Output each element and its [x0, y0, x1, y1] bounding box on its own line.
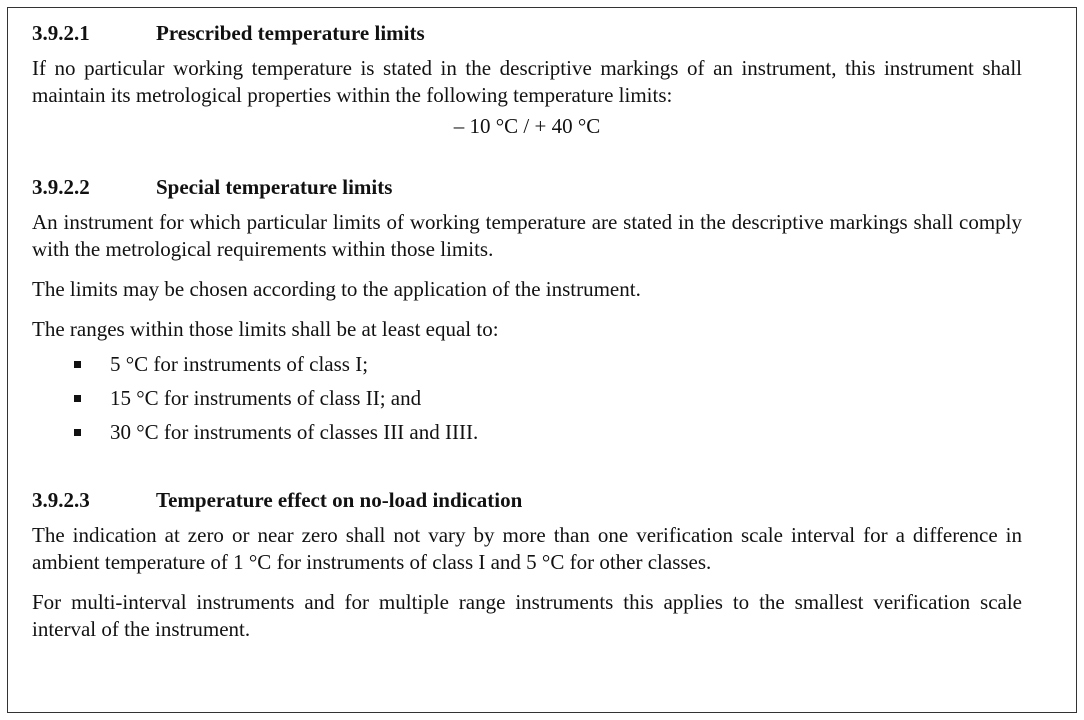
bullet-list	[32, 347, 1022, 449]
list-item-text: 15 °C for instruments of class II; and	[110, 386, 422, 410]
list-item-text: 5 °C for instruments of class I;	[110, 352, 369, 376]
section-paragraph: An instrument for which particular limits of working temperature are stated in the descriptive markings shall comply with the metrological requirements within those limits.	[32, 210, 1022, 261]
list-item	[32, 381, 1022, 415]
section-number: 3.9.2.2	[32, 175, 90, 199]
section-paragraph: If no particular working temperature is stated in the descriptive markings of an instrument, this instrument shall maintain its metrological properties within the following temperature limits:	[32, 56, 1022, 107]
square-bullet-icon	[74, 429, 81, 436]
section-title: Prescribed temperature limits	[156, 21, 425, 45]
square-bullet-icon	[74, 395, 81, 402]
document-frame	[7, 7, 1077, 713]
section-heading	[32, 487, 1022, 513]
section-number: 3.9.2.1	[32, 21, 90, 45]
list-item	[32, 415, 1022, 449]
section-title: Temperature effect on no-load indication	[156, 488, 523, 512]
section-number: 3.9.2.3	[32, 488, 90, 512]
section-paragraph: The ranges within those limits shall be at least equal to:	[32, 317, 499, 341]
section-paragraph: For multi-interval instruments and for multiple range instruments this applies to the smallest verification scale interval of the instrument.	[32, 590, 1022, 641]
section-heading	[32, 20, 1022, 46]
section-paragraph: The indication at zero or near zero shall not vary by more than one verification scale interval for a difference in ambient temperature of 1 °C for instruments of class I and 5 °C for other classes.	[32, 523, 1022, 574]
list-item	[32, 347, 1022, 381]
section-title: Special temperature limits	[156, 175, 393, 199]
temperature-range: – 10 °C / + 40 °C	[453, 114, 601, 138]
section-paragraph: The limits may be chosen according to the application of the instrument.	[32, 277, 641, 301]
section-heading	[32, 174, 1022, 200]
document-content	[32, 20, 1022, 656]
square-bullet-icon	[74, 361, 81, 368]
list-item-text: 30 °C for instruments of classes III and IIII.	[110, 420, 479, 444]
